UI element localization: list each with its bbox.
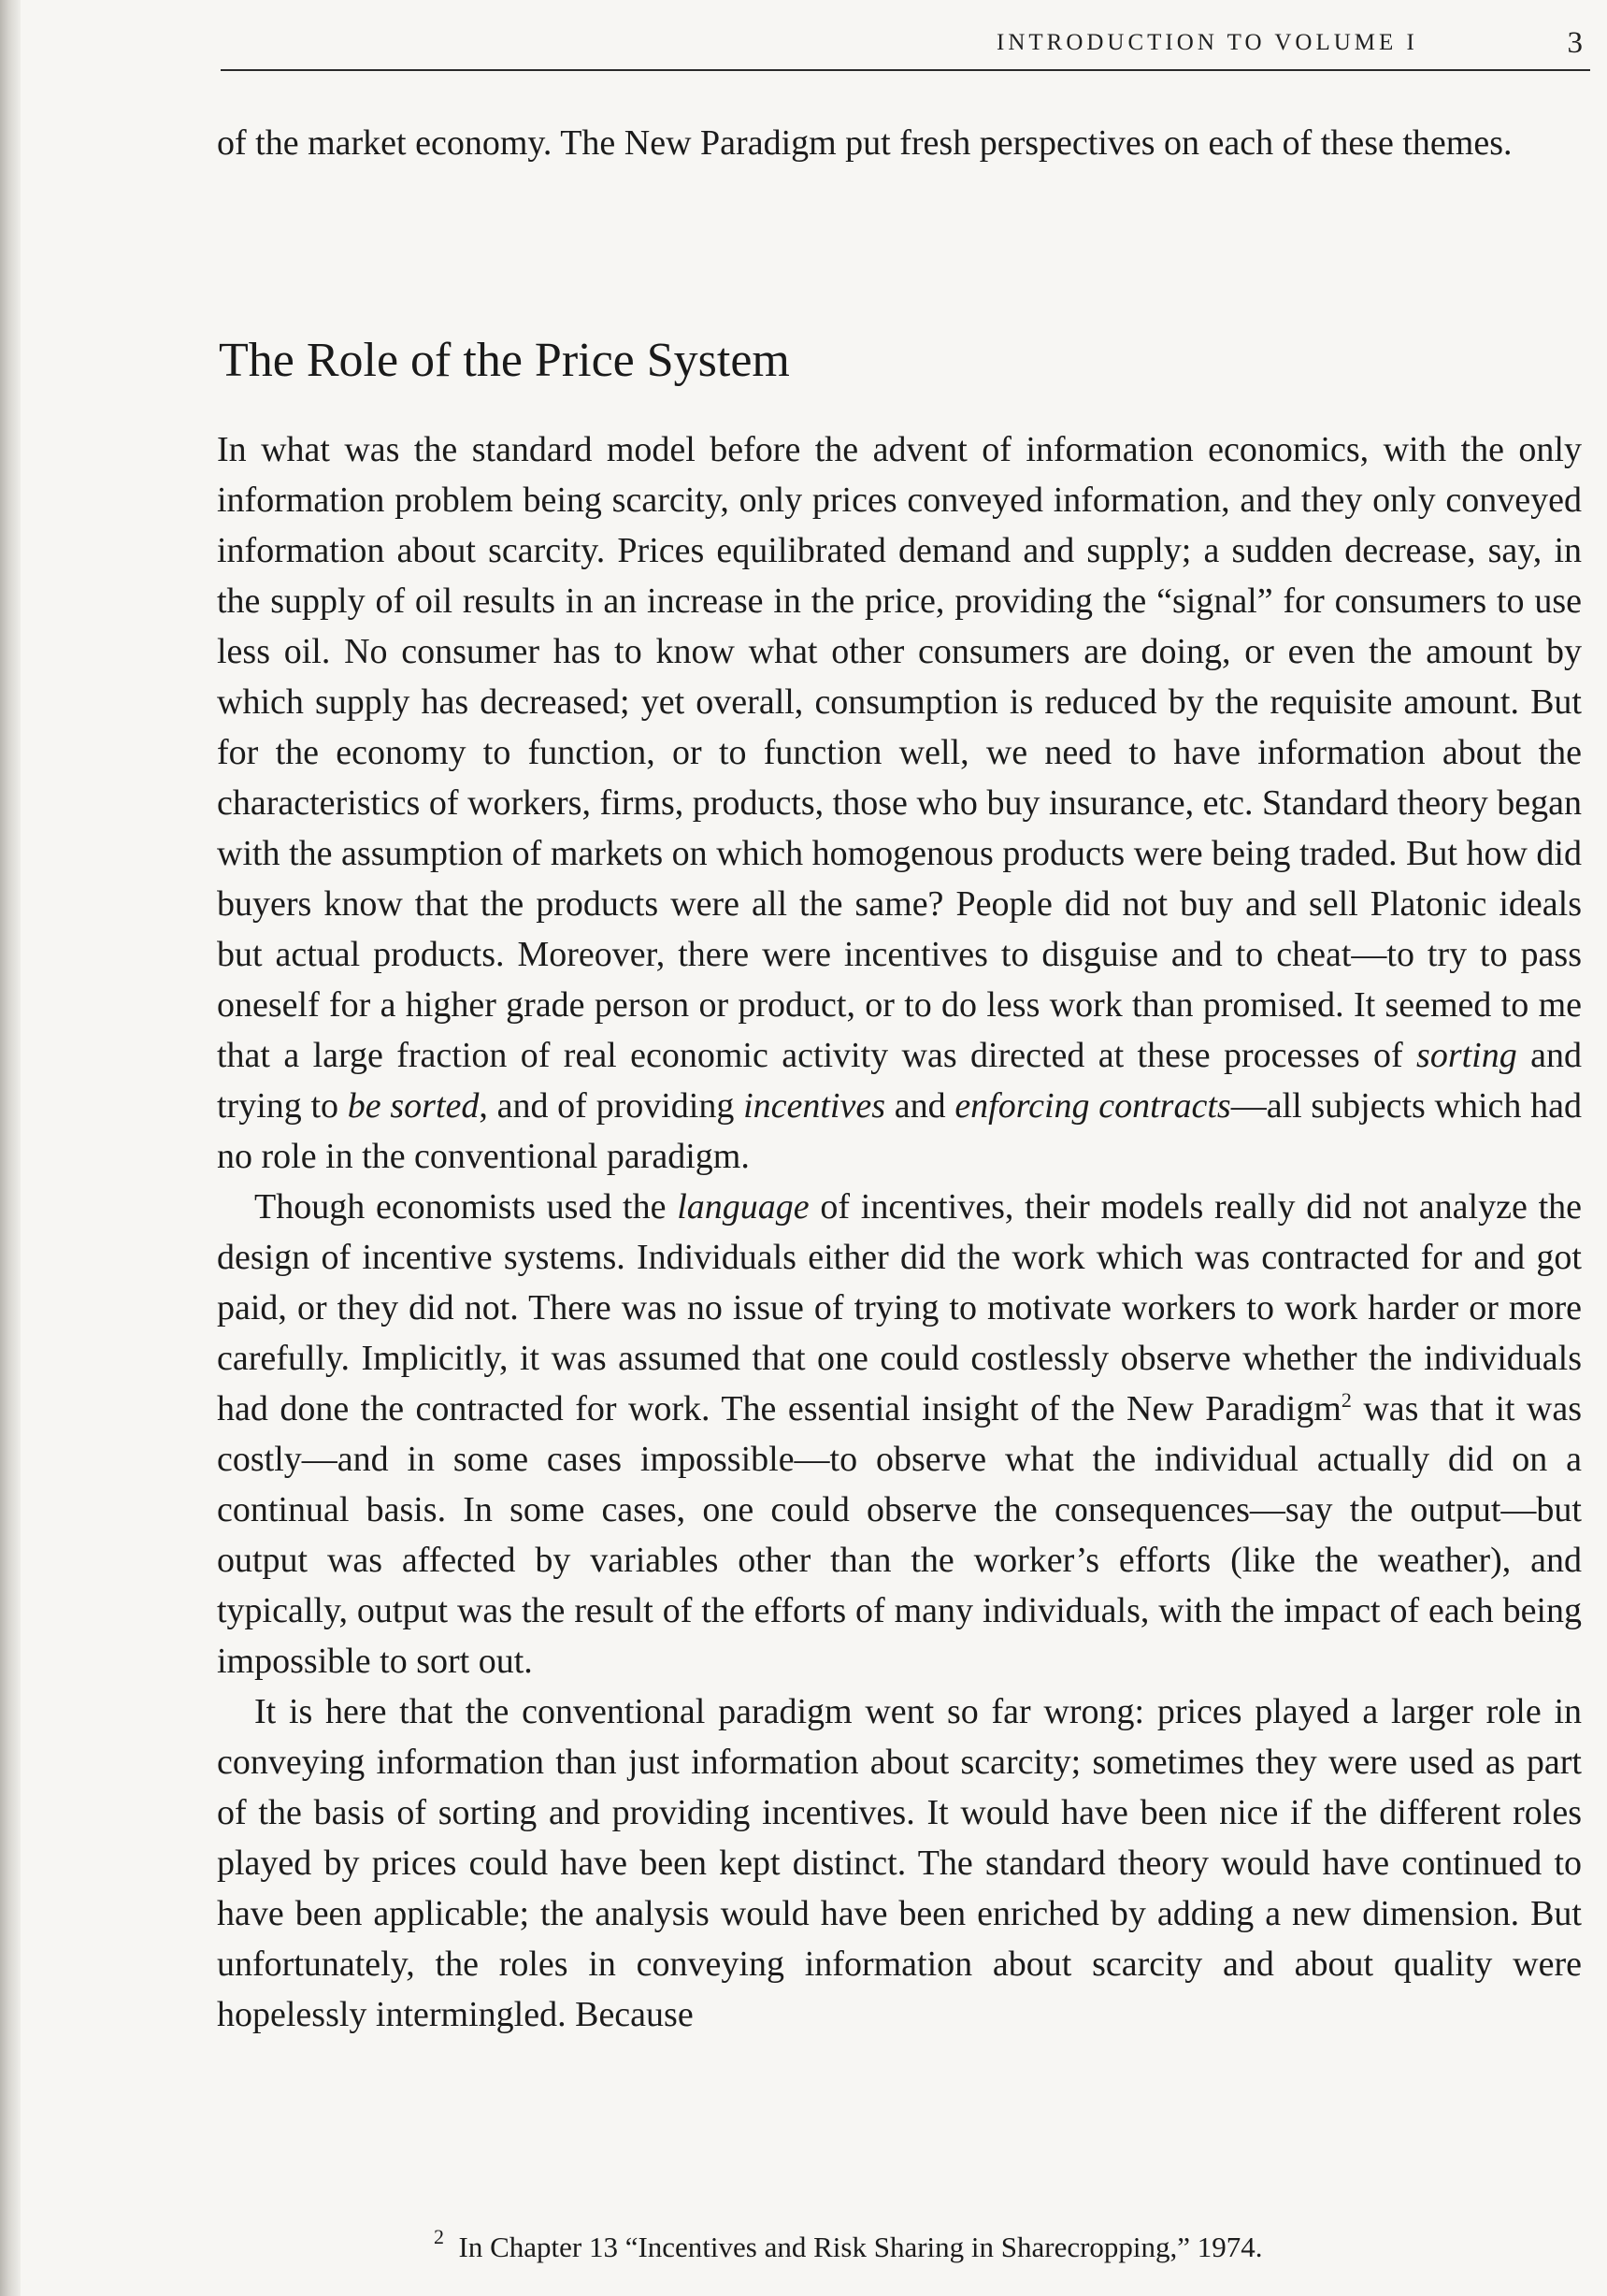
paragraph-2 <box>217 1182 1582 1686</box>
continuation-text: of the market economy. The New Paradigm put fresh perspectives on each of these themes. <box>217 123 1513 163</box>
footnote-marker: 2 <box>434 2225 444 2248</box>
p2-italic-language: language <box>677 1187 810 1227</box>
p3-text-a: It is here that the conventional paradigm went so far wrong: prices played a larger role in conveying information than just information about scarcity; sometimes they were used as part of the basis of sorting and providing incentives. It would have been nice if the different roles played by prices could have been kept distinct. The standard theory would have continued to have been applicable; the analysis would have been enriched by adding a new dimension. But unfortunately, the roles in conveying information about scarcity and about quality were hopelessly intermingled. Because <box>217 1692 1582 2034</box>
p1-text-e: —all subjects which had no role in the conventional paradigm. <box>217 1086 1582 1176</box>
p1-text-d: and <box>885 1086 955 1126</box>
p1-italic-be-sorted: be sorted <box>347 1086 480 1126</box>
p2-text-c: was that it was costly—and in some cases impossible—to observe what the individual actually did on a continual basis. In some cases, one could observe the consequences—say the output—but output was affected by variables other than the worker’s efforts (like the weather), and typically, output was the result of the efforts of many individuals, with the impact of each being impossible to sort out. <box>217 1389 1582 1681</box>
p1-italic-enforcing-contracts: enforcing contracts <box>954 1086 1231 1126</box>
footnote-reference[interactable]: 2 <box>1341 1388 1352 1412</box>
p2-text-b: of incentives, their models really did not analyze the design of incentive systems. Individuals either did the work which was contracted for and got paid, or they did not. There was no issue of trying to motivate workers to work harder or more carefully. Implicitly, it was assumed that one could costlessly observe whether the individuals had done the contracted for work. The essential insight of the New Paradigm <box>217 1187 1582 1428</box>
running-header <box>221 28 1590 69</box>
p1-text-a: In what was the standard model before the advent of information economics, with the only information problem being scarcity, only prices conveyed information, and they only conveyed information about scarcity. Prices equilibrated demand and supply; a sudden decrease, say, in the supply of oil results in an increase in the price, providing the “signal” for consumers to use less oil. No consumer has to know what other consumers are doing, or even the amount by which supply has decreased; yet overall, consumption is reduced by the requisite amount. But for the economy to function, or to function well, we need to have information about the characteristics of workers, firms, products, those who buy insurance, etc. Standard theory began with the assumption of markets on which homogenous products were being traded. But how did buyers know that the products were all the same? People did not buy and sell Platonic ideals but actual products. Moreover, there were incentives to disguise and to cheat—to try to pass oneself for a higher grade person or product, or to do less work than promised. It seemed to me that a large fraction of real economic activity was directed at these processes of <box>217 430 1582 1075</box>
section-heading: The Role of the Price System <box>219 334 790 387</box>
running-title: INTRODUCTION TO VOLUME I <box>997 30 1418 55</box>
p1-italic-incentives: incentives <box>743 1086 885 1126</box>
continuation-paragraph <box>217 118 1582 168</box>
footnote <box>434 2225 1263 2264</box>
header-rule <box>221 69 1590 71</box>
p2-text-a: Though economists used the <box>254 1187 678 1227</box>
paragraph-1 <box>217 424 1582 1182</box>
page-binding-shadow <box>0 0 21 2296</box>
p1-italic-sorting: sorting <box>1416 1036 1517 1075</box>
p1-text-b: and trying to <box>217 1036 1582 1126</box>
paragraph-3 <box>217 1686 1582 2040</box>
p1-text-c: , and of providing <box>479 1086 744 1126</box>
section-body <box>217 424 1582 2040</box>
page-number: 3 <box>1567 26 1583 60</box>
footnote-text: In Chapter 13 “Incentives and Risk Sharing in Sharecropping,” 1974. <box>458 2231 1263 2263</box>
